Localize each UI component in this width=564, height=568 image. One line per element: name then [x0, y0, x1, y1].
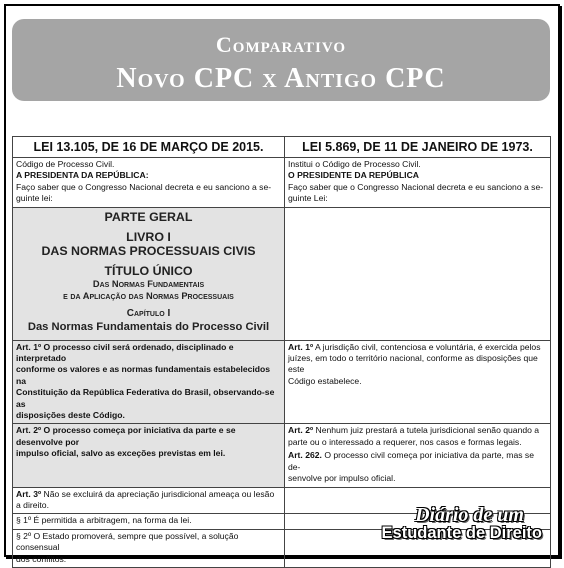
capitulo-name: Das Normas Fundamentais do Processo Civil — [27, 320, 270, 333]
structure-row — [13, 207, 551, 340]
par1-new-line: § 1º É permitida a arbitragem, na forma da lei. — [16, 515, 192, 526]
art1-new-text1: O processo civil será ordenado, disciplinado e interpretado — [16, 341, 234, 364]
art3-new-label: Art. 3º — [16, 488, 42, 499]
art262-old-text1: O processo civil começa por iniciativa da parte, mas se de- — [288, 450, 534, 472]
banner-title-line1: Comparativo — [215, 32, 347, 57]
titulo-name-line2: e da Aplicação das Normas Processuais — [63, 290, 234, 301]
art1-old-line2: juízes, em todo o território nacional, conforme as disposições que este — [288, 353, 538, 375]
titulo-heading: TÍTULO ÚNICO — [104, 263, 193, 278]
structure-empty-cell — [285, 207, 551, 340]
watermark-logo — [372, 501, 544, 553]
livro-name: DAS NORMAS PROCESSUAIS CIVIS — [41, 243, 256, 258]
art1-new-label: Art. 1º — [16, 341, 42, 352]
art1-old-label: Art. 1º — [288, 341, 314, 352]
art3-new-line1 — [16, 489, 281, 500]
art2-new-label: Art. 2º — [16, 425, 42, 436]
banner-title-line2: Novo CPC x Antigo CPC — [116, 63, 446, 94]
art262-old-line1 — [288, 450, 547, 473]
intro-new-line3a: Faço saber que o Congresso Nacional decreta e eu sanciono a se- — [16, 181, 272, 192]
art3-new-line2: a direito. — [16, 499, 49, 510]
art1-new-line4: disposições deste Código. — [16, 410, 125, 421]
art1-row — [13, 340, 551, 424]
capitulo-heading: Capítulo I — [126, 307, 171, 319]
art2-new-line1 — [16, 425, 281, 448]
intro-old-line3b: guinte Lei: — [288, 193, 328, 204]
par2-new — [13, 529, 285, 567]
art2-new-text1: O processo começa por iniciativa da parte e se desenvolve por — [16, 425, 236, 447]
intro-new-line2: A PRESIDENTA DA REPÚBLICA: — [16, 170, 149, 181]
art2-old-text1: Nenhum juiz prestará a tutela jurisdicional senão quando a — [315, 425, 540, 436]
intro-old-line2: O PRESIDENTE DA REPÚBLICA — [288, 170, 419, 181]
titulo-name-line1: Das Normas Fundamentais — [92, 278, 205, 289]
art262-old-label: Art. 262. — [288, 450, 322, 461]
title-banner — [12, 19, 550, 101]
intro-row — [13, 158, 551, 208]
intro-old-line1: Institui o Código de Processo Civil. — [288, 159, 421, 169]
art2-old — [285, 424, 551, 487]
art3-new — [13, 487, 285, 514]
intro-old — [285, 158, 551, 208]
par2-new-line2: dos conflitos. — [16, 553, 67, 564]
art2-row — [13, 424, 551, 487]
par1-new — [13, 514, 285, 529]
art1-old — [285, 340, 551, 424]
watermark-line2: Estudante de Direito — [381, 524, 542, 542]
art2-old-line1 — [288, 425, 547, 436]
par2-new-line1: § 2º O Estado promoverá, sempre que possível, a solução consensual — [16, 530, 239, 553]
column-title-old-cpc: LEI 5.869, DE 11 DE JANEIRO DE 1973. — [285, 137, 551, 158]
livro-heading: LIVRO I — [126, 229, 171, 244]
art1-old-line3: Código estabelece. — [288, 375, 362, 386]
art2-new-line2: impulso oficial, salvo as exceções previstas em lei. — [16, 448, 226, 459]
art3-new-text1: Não se excluirá da apreciação jurisdicional ameaça ou lesão — [43, 488, 275, 499]
art2-old-line2: parte ou o interessado a requerer, nos casos e formas legais. — [288, 436, 522, 447]
column-title-new-cpc: LEI 13.105, DE 16 DE MARÇO DE 2015. — [13, 137, 285, 158]
art1-old-line1 — [288, 342, 547, 353]
art1-new-line3: Constituição da República Federativa do Brasil, observando-se as — [16, 387, 275, 409]
art2-old-label: Art. 2º — [288, 425, 314, 436]
art2-new — [13, 424, 285, 487]
structure-headings — [13, 207, 285, 340]
art1-new — [13, 340, 285, 424]
art1-old-text1: A jurisdição civil, contenciosa e voluntária, é exercida pelos — [315, 341, 541, 352]
art1-new-line1 — [16, 342, 281, 365]
art262-old-line2: senvolve por impulso oficial. — [288, 473, 396, 484]
parte-heading: PARTE GERAL — [104, 209, 193, 224]
intro-new-line1: Código de Processo Civil. — [16, 159, 115, 169]
intro-old-line3a: Faço saber que o Congresso Nacional decreta e eu sanciono a se- — [288, 181, 544, 192]
art1-new-line2: conforme os valores e as normas fundamentais estabelecidos na — [16, 364, 271, 386]
watermark-line1: Diário de um — [415, 504, 524, 526]
column-header-row — [13, 137, 551, 158]
intro-new-line3b: guinte lei: — [16, 193, 53, 204]
intro-new — [13, 158, 285, 208]
